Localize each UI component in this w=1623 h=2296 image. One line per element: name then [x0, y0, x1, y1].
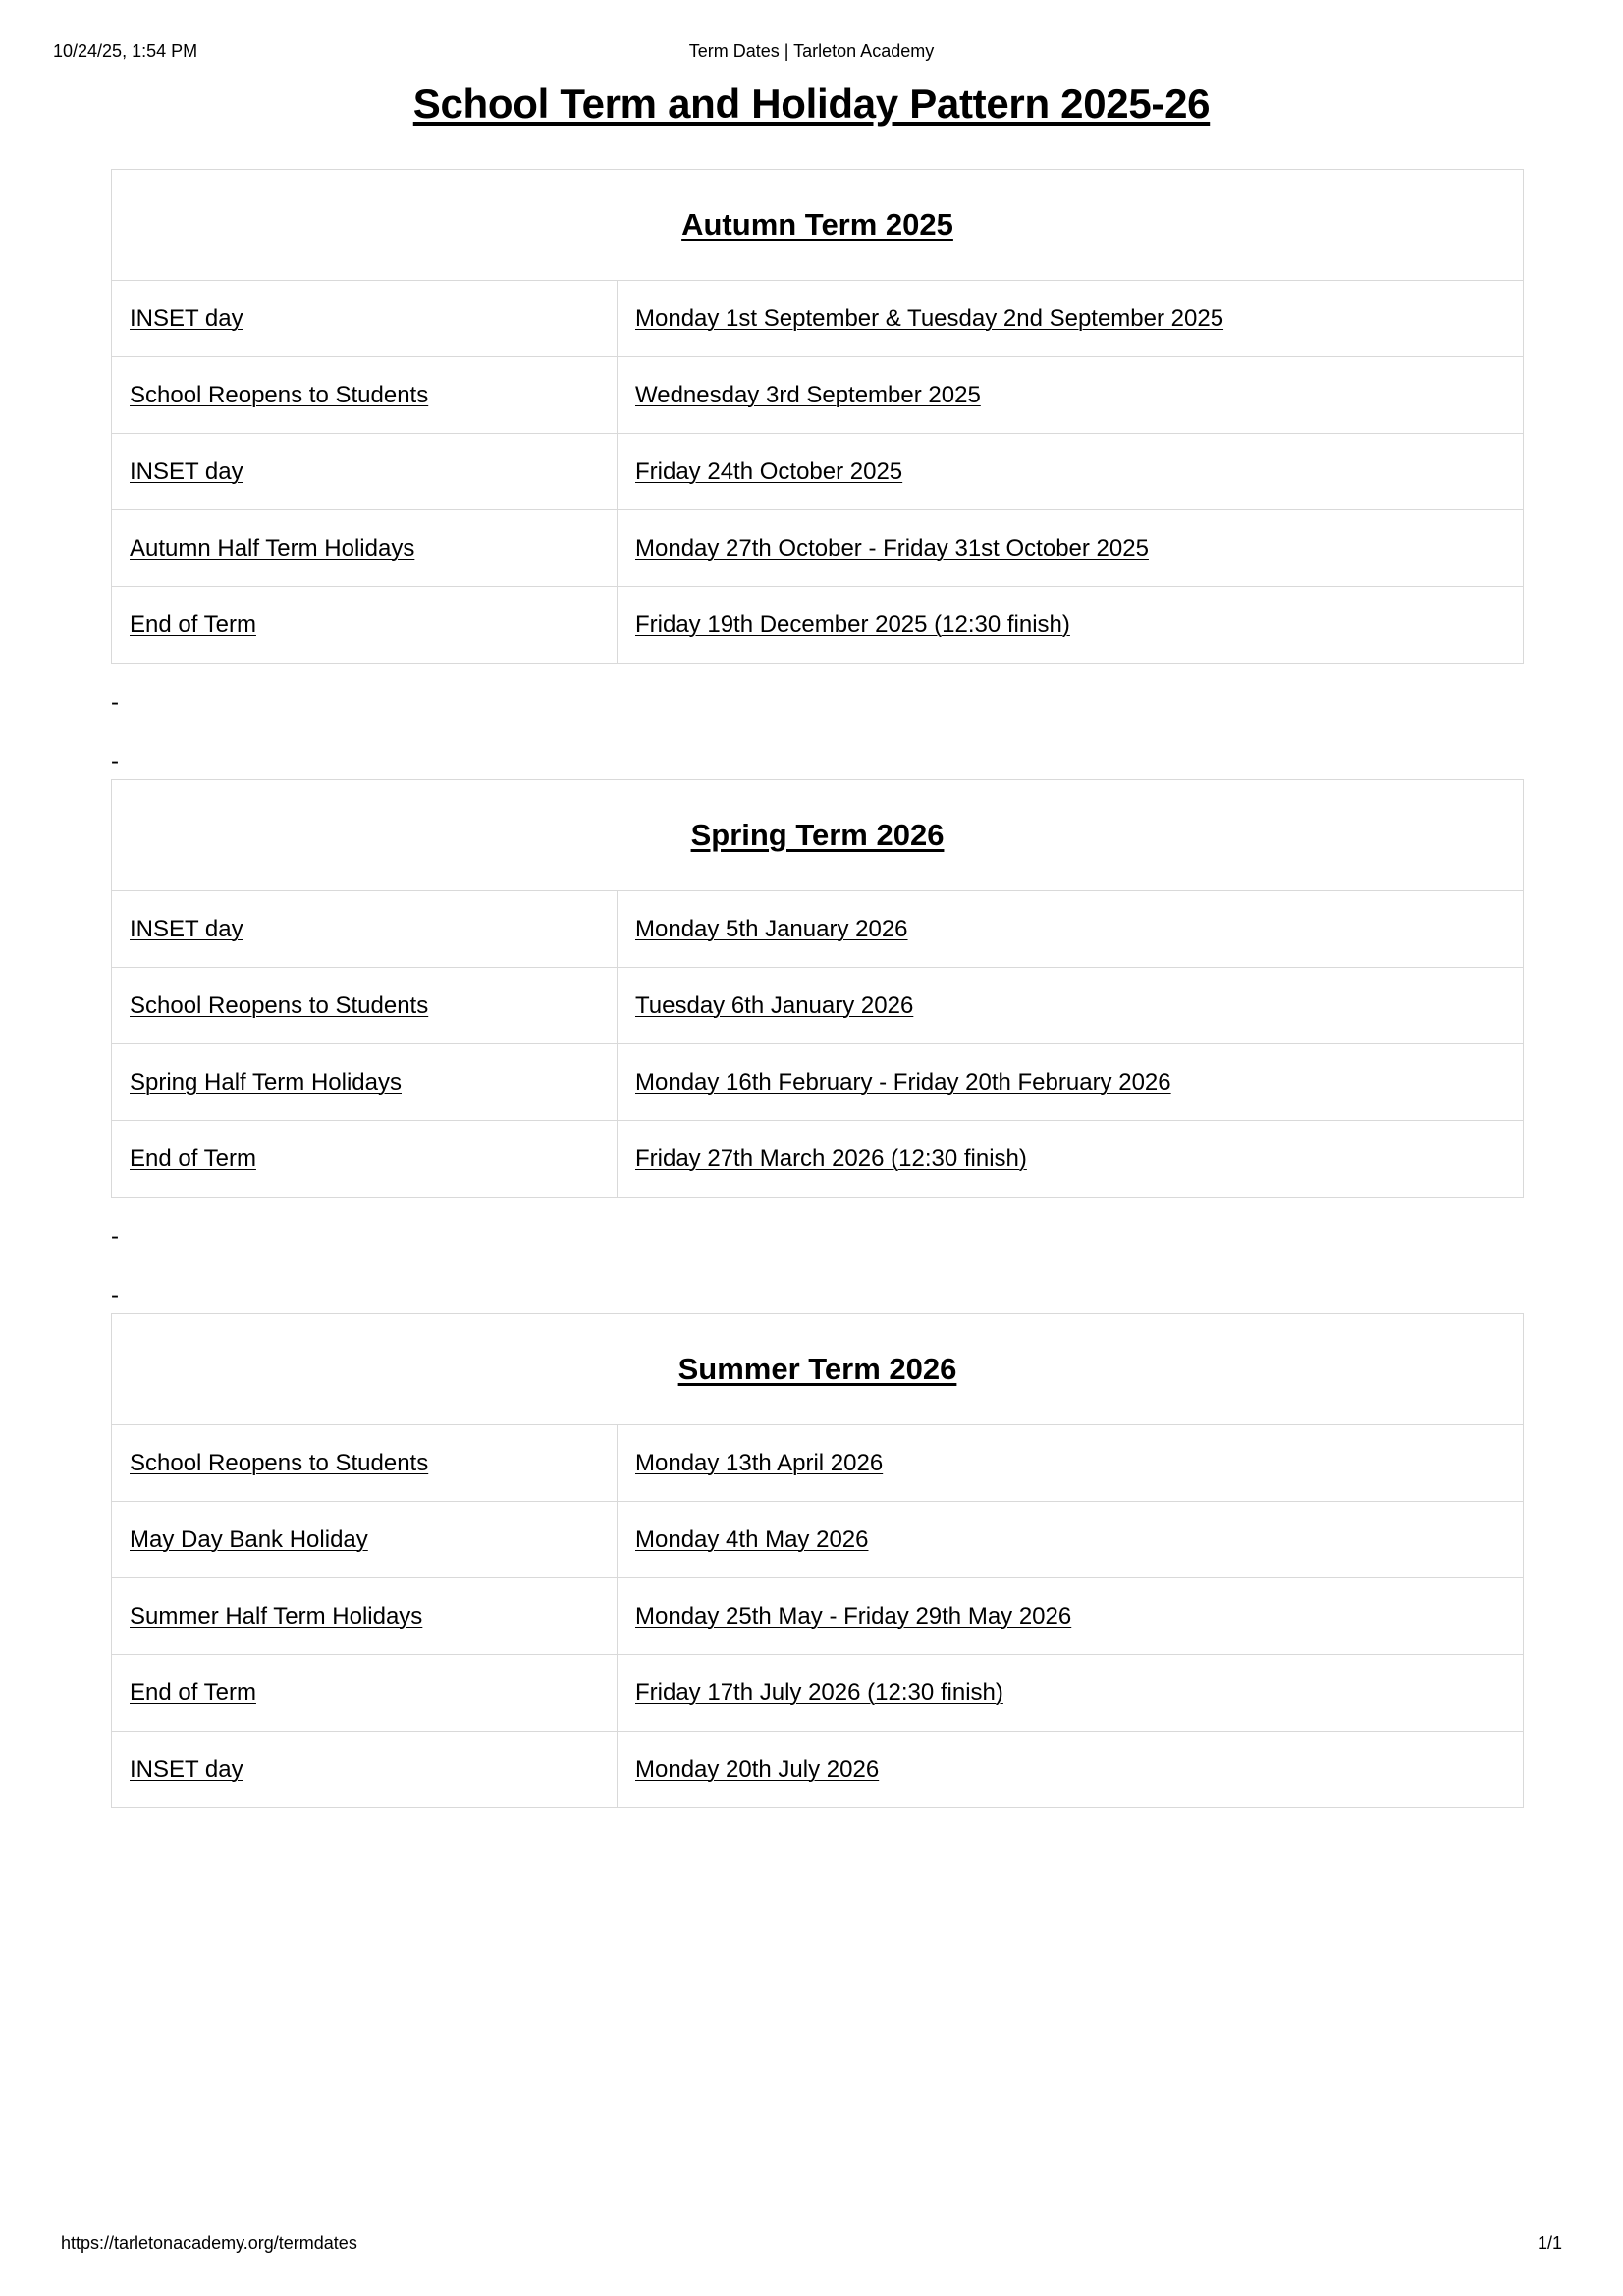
table-row: [112, 357, 1524, 434]
row-value-cell: [618, 587, 1524, 664]
print-header: [0, 41, 1623, 61]
row-label-cell: [112, 1044, 618, 1121]
row-label-cell: [112, 434, 618, 510]
row-value: Wednesday 3rd September 2025: [635, 381, 981, 408]
bullet-dash: -: [111, 748, 119, 774]
footer-url: https://tarletonacademy.org/termdates: [61, 2233, 357, 2253]
row-label-cell: [112, 281, 618, 357]
row-label: INSET day: [130, 915, 243, 942]
table-row: [112, 1121, 1524, 1198]
row-value: Monday 25th May - Friday 29th May 2026: [635, 1602, 1072, 1629]
row-value: Monday 4th May 2026: [635, 1525, 869, 1553]
row-value-cell: [618, 281, 1524, 357]
table-row: [112, 1425, 1524, 1502]
row-value: Monday 5th January 2026: [635, 915, 908, 942]
table-row: [112, 1502, 1524, 1578]
row-label-cell: [112, 891, 618, 968]
row-label: Spring Half Term Holidays: [130, 1068, 402, 1095]
row-value-cell: [618, 510, 1524, 587]
row-value: Monday 27th October - Friday 31st October 2025: [635, 534, 1149, 561]
row-value: Monday 16th February - Friday 20th February 2026: [635, 1068, 1171, 1095]
row-value: Friday 17th July 2026 (12:30 finish): [635, 1679, 1003, 1706]
row-label-cell: [112, 1578, 618, 1655]
list-separator-autumn-spring: [111, 664, 1512, 779]
row-value-cell: [618, 357, 1524, 434]
row-label-cell: [112, 968, 618, 1044]
term-heading-summer: [112, 1314, 1524, 1425]
table-row: [112, 1732, 1524, 1808]
table-row: [112, 1044, 1524, 1121]
row-value-cell: [618, 1732, 1524, 1808]
row-value: Monday 13th April 2026: [635, 1449, 884, 1476]
row-label: INSET day: [130, 457, 243, 485]
row-label: End of Term: [130, 1679, 256, 1706]
term-heading-label: Summer Term 2026: [677, 1352, 957, 1386]
row-value-cell: [618, 1655, 1524, 1732]
row-value: Monday 20th July 2026: [635, 1755, 880, 1783]
table-row: [112, 510, 1524, 587]
table-header-row: [112, 1314, 1524, 1425]
table-row: [112, 891, 1524, 968]
table-row: [112, 1655, 1524, 1732]
row-label-cell: [112, 510, 618, 587]
row-value-cell: [618, 1044, 1524, 1121]
bullet-dash: -: [111, 1282, 119, 1308]
page-title: School Term and Holiday Pattern 2025-26: [412, 80, 1211, 127]
table-header-row: [112, 780, 1524, 891]
row-label: Summer Half Term Holidays: [130, 1602, 423, 1629]
term-table-autumn: [111, 169, 1524, 664]
row-value-cell: [618, 1121, 1524, 1198]
row-value-cell: [618, 968, 1524, 1044]
row-value: Friday 19th December 2025 (12:30 finish): [635, 611, 1070, 638]
row-label: End of Term: [130, 611, 256, 638]
bullet-dash: -: [111, 689, 119, 716]
row-label-cell: [112, 1732, 618, 1808]
row-label-cell: [112, 587, 618, 664]
row-value-cell: [618, 1578, 1524, 1655]
row-value: Tuesday 6th January 2026: [635, 991, 914, 1019]
table-row: [112, 1578, 1524, 1655]
footer-page-number: 1/1: [1537, 2233, 1562, 2253]
row-label: School Reopens to Students: [130, 991, 429, 1019]
table-header-row: [112, 170, 1524, 281]
row-value-cell: [618, 891, 1524, 968]
term-heading-spring: [112, 780, 1524, 891]
print-header-date: 10/24/25, 1:54 PM: [53, 40, 198, 61]
row-label: Autumn Half Term Holidays: [130, 534, 415, 561]
list-separator-spring-summer: [111, 1198, 1512, 1313]
term-heading-label: Autumn Term 2025: [681, 207, 953, 241]
term-table-spring: [111, 779, 1524, 1198]
table-row: [112, 968, 1524, 1044]
row-label: School Reopens to Students: [130, 1449, 429, 1476]
table-row: [112, 434, 1524, 510]
table-row: [112, 281, 1524, 357]
row-label: School Reopens to Students: [130, 381, 429, 408]
print-header-title: Term Dates | Tarleton Academy: [688, 40, 935, 61]
row-label-cell: [112, 1655, 618, 1732]
row-label-cell: [112, 1502, 618, 1578]
row-label-cell: [112, 1121, 618, 1198]
row-value: Friday 24th October 2025: [635, 457, 903, 485]
row-label-cell: [112, 357, 618, 434]
term-heading-autumn: [112, 170, 1524, 281]
row-label: End of Term: [130, 1145, 256, 1172]
table-row: [112, 587, 1524, 664]
row-label-cell: [112, 1425, 618, 1502]
row-value-cell: [618, 434, 1524, 510]
row-value-cell: [618, 1502, 1524, 1578]
row-value-cell: [618, 1425, 1524, 1502]
term-heading-label: Spring Term 2026: [690, 818, 945, 852]
bullet-dash: -: [111, 1223, 119, 1250]
row-label: INSET day: [130, 304, 243, 332]
row-label: May Day Bank Holiday: [130, 1525, 368, 1553]
term-table-summer: [111, 1313, 1524, 1808]
row-value: Monday 1st September & Tuesday 2nd September 2025: [635, 304, 1224, 332]
print-footer: [0, 2233, 1623, 2253]
row-value: Friday 27th March 2026 (12:30 finish): [635, 1145, 1027, 1172]
row-label: INSET day: [130, 1755, 243, 1783]
